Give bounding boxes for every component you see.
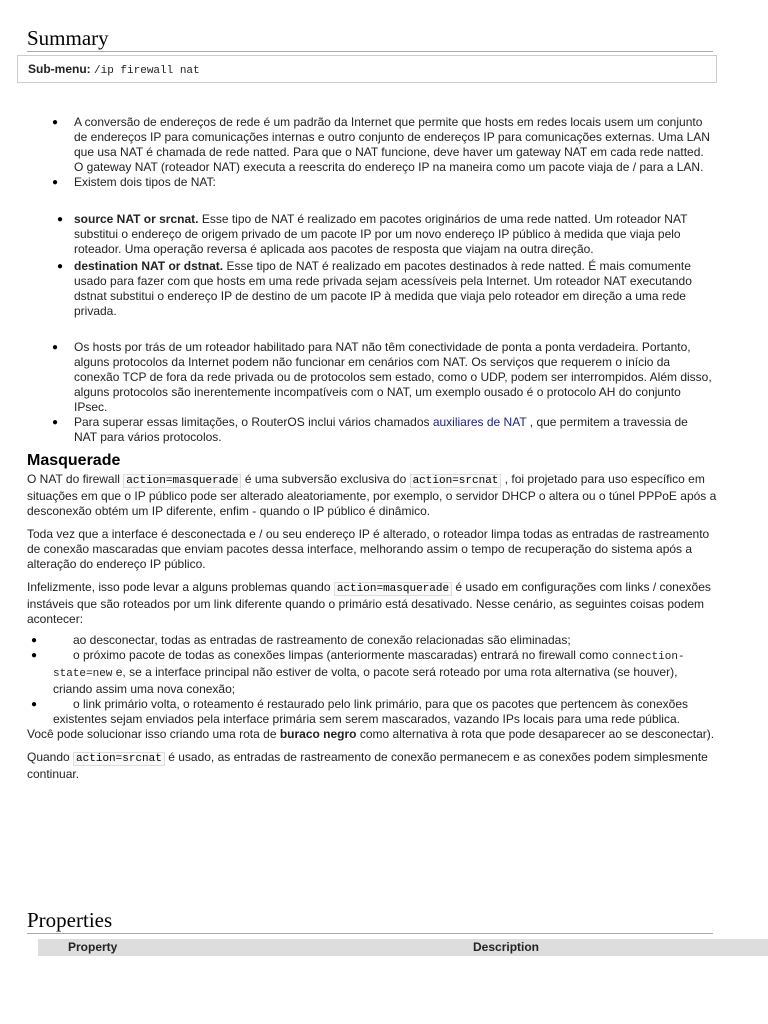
type-text-dstnat: Esse tipo de NAT é realizado em pacotes destinados à rede natted. É mais comumente usado para fazer com que hosts em uma rede privada sejam acessíveis pela Internet. Um roteador NAT executando dstnat substitui o endereço IP de destino de um pacote IP à medida que viaja pelo roteador em direção a uma rede privada. xyxy=(74,259,692,318)
masquerade-issues-list xyxy=(27,633,717,727)
text-fragment: Infelizmente, isso pode levar a alguns problemas quando xyxy=(27,580,334,594)
list-item xyxy=(57,259,714,319)
code-action-srcnat: action=srcnat xyxy=(73,752,165,766)
summary-rule xyxy=(27,51,713,52)
limits-item-1: Os hosts por trás de um roteador habilitado para NAT não têm conectividade de ponta a ponta verdadeira. Portanto, alguns protocolos da Internet podem não funcionar em cenários com NAT. Os serviços que requerem o início da conexão TCP de fora da rede privada ou de protocolos sem estado, como o UDP, podem ser interrompidos. Além disso, alguns protocolos são inerentemente incompatíveis com o NAT, um exemplo ousado é o protocolo AH do conjunto IPsec. xyxy=(74,340,712,414)
text-fragment: é usado, as entradas de rastreamento de conexão permanecem e as conexões podem simplesmente continuar. xyxy=(27,750,708,781)
properties-heading: Properties xyxy=(27,908,113,932)
list-item xyxy=(31,633,713,648)
issue-1: ao desconectar, todas as entradas de rastreamento de conexão relacionadas são eliminadas; xyxy=(73,633,571,647)
masquerade-paragraph-3 xyxy=(27,580,717,627)
list-item xyxy=(52,115,714,175)
list-item xyxy=(52,415,714,445)
bullet-icon: ● xyxy=(57,261,64,272)
bullet-icon: ● xyxy=(31,699,38,710)
list-item xyxy=(57,212,714,257)
list-item xyxy=(52,340,714,415)
nat-types-list xyxy=(27,212,717,319)
masquerade-paragraph-1 xyxy=(27,472,717,519)
column-header-description: Description xyxy=(473,940,540,954)
text-fragment: Quando xyxy=(27,750,74,764)
type-term-dstnat: destination NAT or dstnat. xyxy=(74,259,224,273)
bullet-icon: ● xyxy=(52,417,59,428)
bullet-icon: ● xyxy=(52,177,59,188)
text-fragment: é uma subversão exclusiva do xyxy=(241,472,410,486)
nat-types-block xyxy=(27,212,717,319)
properties-rule xyxy=(27,933,713,934)
blackhole-term: buraco negro xyxy=(279,727,357,741)
submenu-label: Sub-menu: xyxy=(28,62,91,76)
type-term-srcnat: source NAT or srcnat. xyxy=(74,212,199,226)
text-fragment: O NAT do firewall xyxy=(27,472,124,486)
intro-list xyxy=(27,115,717,190)
text-fragment: , foi projetado para uso específico em situações em que o IP público pode ser alterado aleatoriamente, por exemplo, o servidor DHCP o altera ou o túnel PPPoE após a desconexão obtém um IP diferente, enfim - quando o IP público é dinâmico. xyxy=(27,472,717,518)
bullet-icon: ● xyxy=(57,214,64,225)
text-fragment: é usado em configurações com links / conexões instáveis que são roteados por um link diferente quando o primário está desativado. Nesse cenário, as seguintes coisas podem acontecer: xyxy=(27,580,711,626)
limits-block xyxy=(27,340,717,445)
masquerade-paragraph-2: Toda vez que a interface é desconectada e / ou seu endereço IP é alterado, o roteador limpa todas as entradas de rastreamento de conexão mascaradas que enviam pacotes dessa interface, melhorando assim o tempo de recuperação do sistema após a alteração do endereço IP público. xyxy=(27,527,710,571)
bullet-icon: ● xyxy=(31,650,38,661)
text-fragment: e, se a interface principal não estiver de volta, o pacote será roteado por uma rota alternativa (se houver), criando assim uma nova conexão; xyxy=(53,665,678,696)
code-action-masquerade: action=masquerade xyxy=(123,474,241,488)
limits-item-2-after: , que permitem a travessia de NAT para vários protocolos. xyxy=(74,415,688,444)
column-header-property: Property xyxy=(68,940,118,954)
text-fragment: Você pode solucionar isso criando uma rota de xyxy=(27,727,280,741)
limits-list xyxy=(27,340,717,445)
properties-table-header xyxy=(38,939,768,956)
submenu-path: /ip firewall nat xyxy=(94,65,200,77)
bullet-icon: ● xyxy=(31,635,38,646)
masquerade-paragraph-5 xyxy=(27,750,717,782)
issue-3: o link primário volta, o roteamento é restaurado pelo link primário, para que os pacotes que pertencem às conexões existentes sejam enviados pela interface primária sem serem mascarados, vazando IPs locais para uma rede pública. xyxy=(53,697,689,726)
intro-item-2: Existem dois tipos de NAT: xyxy=(74,175,216,189)
list-item xyxy=(31,648,713,697)
code-connection-state: connection-state=new xyxy=(53,651,685,680)
code-action-srcnat: action=srcnat xyxy=(410,474,502,488)
limits-item-2-before: Para superar essas limitações, o RouterOS inclui vários chamados xyxy=(74,415,433,429)
list-item xyxy=(31,697,713,727)
nat-helpers-link[interactable]: auxiliares de NAT xyxy=(432,415,527,429)
masquerade-paragraph-4 xyxy=(27,727,717,742)
submenu-box xyxy=(17,55,717,83)
intro-list-block xyxy=(27,115,717,190)
bullet-icon: ● xyxy=(52,117,59,128)
code-action-masquerade: action=masquerade xyxy=(334,582,452,596)
masquerade-body xyxy=(27,472,717,782)
text-fragment: como alternativa à rota que pode desaparecer ao se desconectar). xyxy=(356,727,715,741)
list-item xyxy=(52,175,714,190)
intro-item-1: A conversão de endereços de rede é um padrão da Internet que permite que hosts em redes locais usem um conjunto de endereços IP para comunicações internas e outro conjunto de endereços IP para comunicações externas. Uma LAN que usa NAT é chamada de rede natted. Para que o NAT funcione, deve haver um gateway NAT em cada rede natted. O gateway NAT (roteador NAT) executa a reescrita do endereço IP na maneira como um pacote viaja de / para a LAN. xyxy=(74,115,710,174)
summary-heading: Summary xyxy=(27,26,109,50)
issue-2: o próximo pacote de todas as conexões limpas (anteriormente mascaradas) entrará no firewall como xyxy=(73,648,612,662)
type-text-srcnat: Esse tipo de NAT é realizado em pacotes originários de uma rede natted. Um roteador NAT substitui o endereço de origem privado de um pacote IP por um novo endereço IP público à medida que viaja pelo roteador. Uma operação reversa é aplicada aos pacotes de resposta que viajam na outra direção. xyxy=(74,212,688,256)
masquerade-heading: Masquerade xyxy=(27,452,121,469)
bullet-icon: ● xyxy=(52,342,59,353)
